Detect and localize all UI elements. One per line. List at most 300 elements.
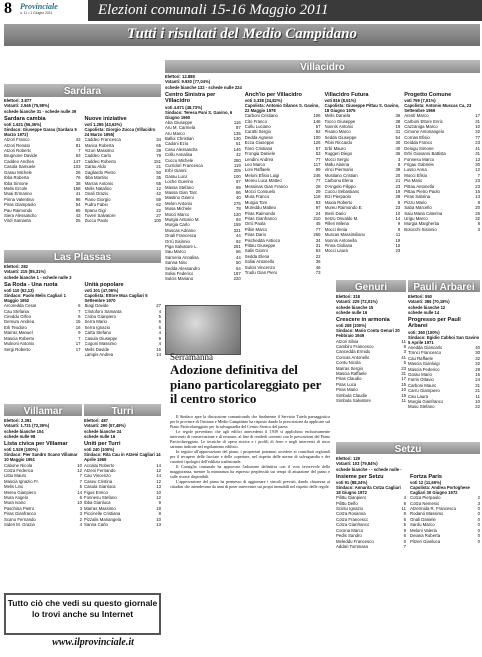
- sardara-mayor: Capolista: Giorgio Zucca (Villacidro 24 Marzo 1955): [84, 127, 156, 138]
- candidate-name: Curatti Sergio: [244, 129, 272, 135]
- setzu-votes-value: voti 91 (88,34%): [336, 480, 368, 486]
- candidate-votes: 15: [475, 188, 480, 194]
- candidate-votes: 22: [315, 253, 321, 259]
- candidate-votes: 87: [235, 125, 241, 131]
- candidate-name: Tuveri Salvatore: [84, 212, 116, 218]
- candidate-votes: 3: [79, 511, 82, 517]
- candidate-name: Virdi Samanta: [4, 218, 31, 224]
- turri-stat-value: 487: [101, 418, 108, 423]
- sardara-party-block: [85, 114, 162, 224]
- villacidro-mayor: Capolista: Giuseppe Pittau S. Gavino, 18 Giugno 1975: [324, 103, 400, 114]
- candidate-name: Cau Laura: [408, 393, 429, 399]
- villacidro-mayor: Capolista: Antonio Muscas Ca, 23 Settembre 1969: [404, 103, 472, 114]
- candidate-votes: 117: [313, 161, 321, 167]
- villacidro-party-block: [245, 90, 321, 282]
- candidate-name: Pedis Sandro: [336, 533, 362, 539]
- candidate-votes: 11: [401, 506, 406, 512]
- candidate-name: Farris Ottavio: [408, 377, 434, 383]
- candidate-name: Massa Stefano: [165, 184, 194, 190]
- sardara-mayor: Sindaco: Giuseppe Garau (Sardara 5 Marzo 1972): [4, 127, 77, 138]
- candidate-name: Pilleri Milena: [324, 221, 349, 227]
- candidate-name: Garau Luca: [165, 173, 188, 179]
- candidate-name: Piras Mario: [336, 387, 358, 393]
- candidate-votes: 10: [395, 210, 401, 216]
- candidate-name: Piccinelle Cristiana: [84, 511, 121, 517]
- candidate-votes: 17: [75, 346, 81, 352]
- lasplassas-party-block: [4, 280, 81, 358]
- candidate-name: Pittau Antonella: [404, 183, 435, 189]
- candidate-name: Pittau Pietro Paolo: [404, 188, 440, 194]
- candidate-votes: 9: [397, 226, 401, 232]
- candidate-name: Frigau Gabriele: [404, 161, 434, 167]
- candidate-votes: 44: [235, 233, 241, 239]
- lasplassas-party-grid: [4, 280, 161, 358]
- setzu-party-grid: [336, 472, 480, 550]
- candidate-votes: 6: [79, 494, 82, 500]
- turri-stat-label: Votanti:: [84, 423, 100, 429]
- candidate-name: Erbì Mauro: [324, 145, 346, 151]
- candidate-votes: 16: [75, 324, 81, 330]
- villamar-stat-value: 2.391: [21, 418, 32, 423]
- candidate-votes: 8: [477, 199, 480, 205]
- candidate-name: Cotza Federica: [4, 467, 34, 473]
- candidate-name: Corona Marco: [336, 527, 364, 533]
- candidate-name: Nonnis Antonella: [324, 237, 357, 243]
- candidate-votes: 46: [315, 264, 321, 270]
- candidate-name: Collu Luciano: [244, 124, 271, 130]
- candidate-name: Sterii Dario: [324, 210, 346, 216]
- candidate-votes: 246: [313, 172, 321, 178]
- candidate-name: Siera Alessandro: [4, 212, 37, 218]
- candidate-name: Arestí Marco: [404, 113, 429, 119]
- candidate-votes: 220: [233, 276, 241, 282]
- candidate-name: Mascia Raffaele: [336, 370, 367, 376]
- article-paragraph: Il Sindaco apre la discussione comunicando che finalmente il Servizio Tutela paesaggistica per le province di Oristano e Medio Campidano ha risposto dando la prescrizione da applicare sul Piano Particolareggiato per la salvaguardia del Centro Storico del paese.: [170, 414, 330, 429]
- setzu-stat-label: schede bianche - - schede nulle -: [336, 466, 402, 472]
- candidate-votes: 23: [395, 183, 401, 189]
- villamar-party-block: [4, 439, 82, 527]
- villacidro-votes-value: voti 4.671: [165, 104, 185, 110]
- candidate-votes: 35: [156, 175, 161, 181]
- candidate-votes: 12: [156, 478, 161, 484]
- candidate-name: Garau Mario: [408, 371, 432, 377]
- candidate-name: Cito Franco: [244, 118, 267, 124]
- villacidro-candidate-row: [165, 276, 241, 281]
- candidate-votes: 22: [156, 207, 161, 213]
- villacidro-votes-percent: (34,82%): [265, 98, 283, 104]
- website-url[interactable]: www.ilprovinciale.it: [52, 637, 134, 648]
- candidate-votes: 79: [156, 153, 161, 159]
- candidate-name: Melis Lino: [4, 484, 24, 490]
- candidate-votes: 9: [403, 527, 406, 533]
- candidate-name: Collu Annalisa: [165, 152, 193, 158]
- candidate-name: Mocci Efisio: [404, 172, 428, 178]
- candidate-name: Sergi Roberto: [4, 346, 31, 352]
- section-title-villamar: Villamar: [4, 404, 82, 416]
- candidate-votes: 13: [156, 484, 161, 490]
- candidate-name: Carboni Ettore Enric: [404, 118, 443, 124]
- pauli-stat-label: schede bianche 12: [408, 304, 446, 310]
- candidate-votes: 14: [77, 489, 82, 495]
- candidate-votes: 32: [475, 129, 480, 135]
- candidate-votes: 14: [156, 462, 161, 468]
- candidate-votes: 15: [401, 381, 406, 387]
- candidate-votes: 94: [235, 217, 241, 222]
- section-pauli: [408, 294, 480, 444]
- candidate-name: Scano Fernando: [4, 516, 36, 522]
- article-kicker: Serramanna: [170, 352, 213, 362]
- candidate-votes: 40: [395, 145, 401, 151]
- candidate-votes: 57: [315, 145, 321, 151]
- candidate-name: Casula Giuseppe: [84, 335, 118, 341]
- article-paragraph: L'approvazione del piano ha permesso di aggiornare i vincoli previsti, dando chiarezza ai cittadini che attendevano da anni di poter intervenire sui propri immobili nel rispetto delle regole.: [170, 478, 330, 489]
- article-body: [170, 414, 330, 652]
- candidate-name: Pibiri Riccardo: [324, 140, 353, 146]
- sardara-stat-percent: (75,98%): [32, 103, 50, 109]
- candidate-votes: 42: [156, 191, 161, 197]
- candidate-votes: 39: [395, 167, 401, 173]
- candidate-votes: 10: [77, 500, 82, 506]
- villamar-stat-value: 1.731: [20, 423, 31, 429]
- setzu-stats: [336, 456, 480, 472]
- candidate-name: Anedda Giancarlo: [408, 344, 443, 350]
- candidate-name: Littiu Mauro: [4, 473, 27, 479]
- candidate-votes: 97: [315, 205, 321, 211]
- candidate-name: Rodanó Massimo: [410, 511, 444, 517]
- candidate-votes: 78: [235, 206, 241, 212]
- candidate-name: Contu Nicola: [336, 360, 361, 366]
- candidate-votes: 6: [403, 533, 406, 539]
- candidate-votes: 12: [77, 467, 82, 473]
- villacidro-stat-label: schede bianche 132 - schede nulle 224: [165, 84, 242, 90]
- candidate-name: Lendini Andrea: [244, 156, 274, 162]
- villacidro-votes-value: voti 3.338: [244, 98, 264, 104]
- candidate-name: Brugnone Davide: [4, 153, 38, 159]
- candidate-name: Nonnis Antonio: [324, 124, 354, 130]
- candidate-name: Loni Raffaele: [244, 167, 270, 173]
- villacidro-stat-percent: (77,04%): [193, 79, 211, 85]
- candidate-votes: 6: [158, 324, 161, 330]
- candidate-votes: 9: [158, 500, 161, 506]
- candidate-name: Leo Marco: [244, 161, 266, 167]
- sardara-stat-label: Elettori:: [4, 98, 20, 103]
- candidate-name: Fonnesu Marco: [404, 156, 435, 162]
- candidate-votes: 31: [475, 151, 480, 157]
- candidate-votes: 50: [156, 169, 161, 175]
- candidate-votes: 7: [78, 148, 81, 154]
- candidate-name: Muai Ermanno: [4, 191, 32, 197]
- candidate-name: Melis Davide: [84, 346, 110, 352]
- pauli-party-name: Progresso per Pauli Arbarei: [408, 317, 461, 330]
- setzu-stat-value: 129: [353, 456, 360, 461]
- candidate-votes: 2: [79, 516, 82, 522]
- candidate-name: Fonnesu Stefano: [84, 494, 117, 500]
- candidate-name: Cuccu Michele: [165, 157, 194, 163]
- candidate-votes: 32: [475, 355, 480, 361]
- candidate-name: Piras Gianfranco: [244, 215, 277, 221]
- villacidro-stats: [165, 74, 480, 90]
- candidate-name: Mocci Ilenia: [324, 226, 348, 232]
- candidate-name: Deidda Franco: [404, 140, 433, 146]
- villamar-votes-value: voti 1.529 (100%): [4, 447, 38, 453]
- candidate-name: Biagi Davide: [84, 303, 109, 309]
- setzu-stat-label: Votanti:: [336, 461, 352, 467]
- villacidro-mayor: Sindaco: Teresa Pani S. Gavino, 6 Giugno 1960: [165, 109, 233, 120]
- candidate-votes: 159: [233, 222, 241, 228]
- candidate-votes: 6: [158, 319, 161, 325]
- candidate-votes: 7: [403, 543, 406, 549]
- candidate-name: Piras Claudio: [336, 376, 362, 382]
- candidate-name: Sulcis Vincenzo: [244, 264, 276, 270]
- villacidro-party-grid: [165, 90, 480, 282]
- candidate-name: Cotza Nemesio: [410, 500, 440, 506]
- candidate-votes: 36: [395, 151, 401, 157]
- lasplassas-candidate-row: [85, 352, 162, 357]
- candidate-votes: 130: [233, 135, 241, 141]
- candidate-name: Sau Marco: [165, 249, 186, 255]
- turri-candidate-row: [84, 522, 161, 527]
- candidate-name: Atzori Renato: [4, 142, 31, 148]
- sardara-stats: [4, 98, 161, 114]
- sardara-votes-value: voti 1.255: [84, 122, 104, 128]
- candidate-name: Sideri M. Grazia: [4, 521, 35, 527]
- villacidro-party-block: [325, 90, 401, 282]
- candidate-votes: 8: [397, 199, 401, 205]
- candidate-name: Murgia Carlo: [165, 222, 190, 228]
- candidate-votes: 30: [475, 350, 480, 356]
- sardara-stat-value: 3.877: [21, 98, 32, 103]
- candidate-name: Pau Raimondo: [4, 207, 33, 213]
- sardara-party-grid: [4, 114, 161, 224]
- candidate-votes: 36: [315, 259, 321, 265]
- candidate-name: Mulvoni Antonio: [4, 341, 35, 347]
- candidate-votes: 10: [156, 516, 161, 522]
- page-number: 8: [4, 0, 12, 17]
- candidate-votes: 23: [395, 205, 401, 211]
- candidate-name: Mureddu Matteo: [244, 205, 277, 211]
- candidate-name: Cabone Nicola: [4, 462, 33, 468]
- candidate-votes: 24: [315, 210, 321, 216]
- candidate-name: Cotza Pierpaolo: [410, 495, 441, 501]
- candidate-votes: 32: [475, 215, 480, 221]
- candidate-name: Aba Giuseppe: [165, 119, 193, 125]
- candidate-votes: 0: [477, 527, 480, 533]
- lasplassas-stat-value: 215: [20, 269, 28, 275]
- candidate-name: Arcoredda Cesar: [4, 303, 37, 309]
- candidate-votes: 92: [315, 129, 321, 135]
- candidate-votes: 0: [477, 511, 480, 517]
- candidate-votes: 14: [395, 215, 401, 221]
- candidate-votes: 3: [403, 349, 406, 355]
- lasplassas-party-block: [85, 280, 162, 358]
- candidate-name: Sanna Carlo: [84, 521, 108, 527]
- setzu-stat-percent: (79,84%): [360, 461, 378, 467]
- candidate-votes: 20: [475, 205, 480, 211]
- candidate-name: Spanu Gigi: [84, 207, 106, 213]
- candidate-name: Pitzeri Gianluca: [410, 538, 441, 544]
- candidate-votes: 20: [395, 172, 401, 178]
- turri-votes-value: voti 240 (100%): [84, 447, 115, 453]
- candidate-name: Melon Antonio: [165, 200, 193, 206]
- candidate-votes: 9: [403, 500, 406, 506]
- candidate-name: Piras Sabrina: [404, 194, 431, 200]
- candidate-name: Cau Stefania: [4, 308, 29, 314]
- lasplassas-mayor: Sindaco: Paolo Melis Cagliari 1 Maggio 1952: [4, 293, 66, 304]
- candidate-votes: 65: [75, 207, 81, 213]
- pauli-stat-percent: (70,18%): [432, 299, 450, 305]
- candidate-votes: 57: [315, 124, 321, 130]
- genuri-party-grid: [336, 315, 406, 403]
- candidate-votes: 40: [235, 195, 241, 201]
- candidate-name: Tocco Giuseppe: [324, 118, 356, 124]
- candidate-votes: 13: [475, 194, 480, 200]
- candidate-votes: 41: [75, 191, 81, 197]
- candidate-votes: 17: [475, 113, 480, 119]
- turri-party-grid: [84, 439, 161, 527]
- section-title-sardara: Sardara: [4, 84, 161, 97]
- setzu-party-block: [410, 472, 480, 550]
- candidate-name: Pilittu Delfo: [336, 500, 358, 506]
- candidate-name: Manca Roberta: [84, 142, 114, 148]
- candidate-votes: 45: [315, 221, 321, 227]
- pauli-stat-value: 550: [425, 294, 432, 299]
- candidate-votes: 26: [75, 169, 81, 175]
- candidate-votes: 0: [477, 516, 480, 522]
- candidate-votes: 100: [313, 134, 321, 140]
- turri-party-name: Uniti per Turri: [84, 441, 121, 447]
- candidate-votes: 77: [315, 226, 321, 232]
- logo-name: Provinciale: [20, 2, 58, 11]
- candidate-name: Cuccu Sebastiano: [324, 188, 360, 194]
- candidate-votes: 21: [475, 388, 480, 394]
- candidate-votes: 18: [156, 505, 161, 511]
- candidate-votes: 10: [475, 124, 480, 130]
- candidate-votes: 19: [395, 124, 401, 130]
- candidate-name: Setzu Osvaldo M.: [324, 215, 359, 221]
- candidate-name: Pinna Giuliana: [324, 243, 353, 249]
- candidate-name: Cadoni Ezio: [165, 141, 189, 147]
- villacidro-votes-percent: (48,73%): [185, 104, 203, 110]
- sardara-votes-value: voti 1.621: [4, 122, 24, 128]
- sardara-party-name: Sardara cambia: [4, 115, 46, 122]
- sardara-votes-percent: (43,63%): [104, 122, 122, 128]
- candidate-name: Pittau Giuseppe: [244, 243, 276, 249]
- candidate-name: Marras Manuel: [4, 330, 33, 336]
- candidate-votes: 265: [313, 232, 321, 238]
- candidate-votes: 126: [313, 140, 321, 146]
- candidate-name: Simbula Claudie: [336, 392, 368, 398]
- candidate-votes: 7: [79, 473, 82, 479]
- lasplassas-stat-label: Elettori:: [4, 264, 20, 269]
- candidate-votes: 41: [475, 145, 480, 151]
- candidate-votes: 6: [78, 314, 81, 320]
- candidate-name: Mallu Alanna: [324, 161, 350, 167]
- candidate-votes: 151: [153, 158, 161, 164]
- candidate-votes: 116: [233, 119, 241, 125]
- turri-stat-value: 290: [100, 423, 108, 429]
- candidate-votes: 0: [477, 538, 480, 544]
- candidate-name: Pia Mario: [404, 178, 423, 184]
- candidate-votes: 43: [75, 212, 81, 218]
- candidate-name: Mocci Consuelo: [244, 188, 276, 194]
- candidate-name: Mereu Luca Matteo: [244, 178, 282, 184]
- candidate-votes: 25: [75, 218, 81, 224]
- candidate-name: Atzori Franco: [4, 137, 30, 143]
- candidate-votes: 275: [233, 200, 241, 206]
- candidate-name: Carboni Cristiano: [244, 113, 278, 119]
- candidate-name: Trudu Gian Piero: [244, 270, 278, 276]
- candidate-name: Sanna Nino: [165, 260, 188, 266]
- candidate-name: Zuccu Paolo: [84, 218, 109, 224]
- candidate-name: Gagliardo Pietro: [84, 169, 116, 175]
- villamar-stat-label: schede nulle 98: [4, 433, 36, 439]
- candidate-votes: 56: [235, 249, 241, 255]
- candidate-name: Etzi Pierpaolo: [324, 194, 352, 200]
- candidate-name: Onali Orazio: [84, 191, 109, 197]
- candidate-votes: 86: [235, 189, 241, 195]
- lasplassas-stat-label: schede bianche 1 - schede nulle 3: [4, 274, 72, 280]
- candidate-votes: 40: [475, 344, 480, 350]
- candidate-name: Piras Dario: [244, 232, 267, 238]
- candidate-name: Pizzu Mario: [404, 199, 427, 205]
- candidate-votes: 30: [395, 140, 401, 146]
- candidate-votes: 26: [475, 210, 480, 216]
- candidate-name: Caddeo Roberto: [84, 158, 117, 164]
- candidate-name: Cimone Antonangelo: [404, 129, 445, 135]
- candidate-name: Soliai Antonello: [244, 259, 275, 265]
- candidate-votes: 4: [403, 495, 406, 501]
- candidate-name: Salis Gionni: [244, 248, 268, 254]
- sardara-stat-label: schede bianche 31 - schede nulle 39: [4, 108, 77, 114]
- candidate-votes: 15: [395, 243, 401, 249]
- candidate-votes: 146: [313, 118, 321, 124]
- candidate-votes: 8: [158, 511, 161, 517]
- section-villamar: [4, 418, 82, 590]
- villacidro-stat-value: 9.930: [181, 79, 192, 85]
- candidate-votes: 38: [75, 180, 81, 186]
- candidate-name: Cireddu Orfeo: [4, 314, 31, 320]
- candidate-votes: 22: [475, 404, 480, 410]
- candidate-votes: 12: [156, 494, 161, 500]
- lasplassas-stat-value: 282: [21, 264, 28, 269]
- candidate-name: Piras Giampaolo: [4, 202, 36, 208]
- genuri-stat-label: schede nulle 16: [336, 309, 368, 315]
- section-title-pauli: Pauli Arbarei: [408, 280, 480, 292]
- candidate-name: Paschina Pietro: [4, 505, 35, 511]
- candidate-votes: 31: [395, 129, 401, 135]
- candidate-votes: 54: [395, 134, 401, 140]
- candidate-name: Melis Natalino: [84, 185, 112, 191]
- candidate-votes: 27: [156, 303, 161, 309]
- candidate-name: Meloni Valeria: [410, 527, 437, 533]
- candidate-name: Pilittu Gianpiero: [336, 495, 367, 501]
- candidate-name: Mocci Laura: [324, 248, 348, 254]
- candidate-name: Mureu Raimondo E.: [324, 205, 363, 211]
- villamar-candidate-row: [4, 522, 82, 527]
- genuri-candidate-row: [336, 398, 406, 403]
- candidate-votes: 7: [78, 308, 81, 314]
- candidate-name: Atzori Roberto: [4, 148, 32, 154]
- candidate-name: Concas Antonello: [336, 354, 370, 360]
- section-turri: [84, 418, 161, 590]
- candidate-votes: 7: [79, 478, 82, 484]
- villacidro-votes-value: voti 759: [404, 98, 420, 104]
- villamar-stat-label: Votanti:: [4, 423, 20, 429]
- candidate-name: Ecca Giuseppe: [244, 140, 274, 146]
- candidate-name: Melis Daniela: [324, 113, 351, 119]
- candidate-votes: 10: [401, 387, 406, 393]
- villacidro-party-name: Progetto Comune: [404, 91, 452, 98]
